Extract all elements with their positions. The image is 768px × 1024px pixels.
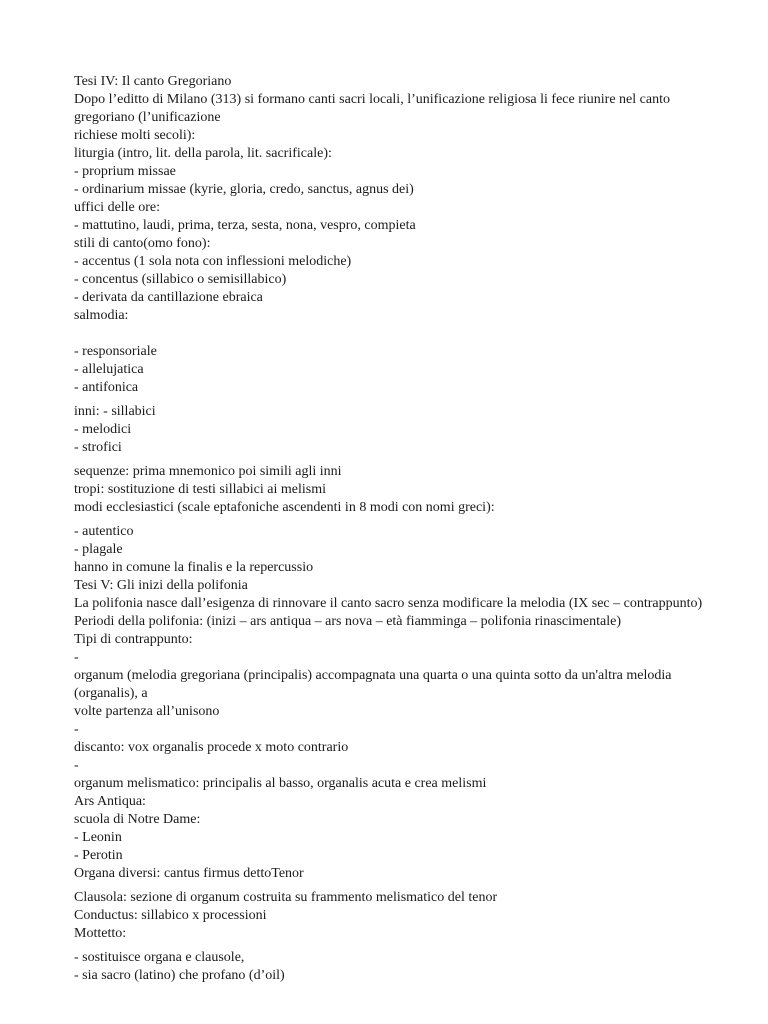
list-item: - derivata da cantillazione ebraica [74,290,263,305]
paragraph-line: salmodia: [74,308,129,323]
paragraph-line: stili di canto(omo fono): [74,236,211,251]
section-heading-tesi-v: Tesi V: Gli inizi della polifonia [74,578,248,593]
section-heading-tesi-iv: Tesi IV: Il canto Gregoriano [74,74,232,89]
list-item: - sostituisce organa e clausole, [74,950,245,965]
list-item: - ordinarium missae (kyrie, gloria, credo, sanctus, agnus dei) [74,182,414,197]
list-item: - concentus (sillabico o semisillabico) [74,272,287,287]
list-marker: - [74,758,79,773]
paragraph-line: sequenze: prima mnemonico poi simili agli inni [74,464,342,479]
spacer [74,325,734,343]
paragraph-line: La polifonia nasce dall’esigenza di rinnovare il canto sacro senza modificare la melodia (IX sec – contrappunto) [74,596,703,611]
list-item: - plagale [74,542,123,557]
paragraph-line: scuola di Notre Dame: [74,812,201,827]
paragraph-line: Ars Antiqua: [74,794,146,809]
paragraph-line: Conductus: sillabico x processioni [74,908,267,923]
paragraph-line: liturgia (intro, lit. della parola, lit. sacrificale): [74,146,332,161]
document-body [74,73,734,985]
list-item: - proprium missae [74,164,176,179]
list-item: - antifonica [74,380,139,395]
paragraph-line: inni: - sillabici [74,404,156,419]
paragraph-line: hanno in comune la finalis e la repercussio [74,560,314,575]
paragraph-line: Tipi di contrappunto: [74,632,193,647]
paragraph-line: Dopo l’editto di Milano (313) si formano canti sacri locali, l’unificazione religiosa li fece riunire nel canto gregoriano (l’unificazione [74,92,670,125]
paragraph-line: tropi: sostituzione di testi sillabici ai melismi [74,482,326,497]
list-item: discanto: vox organalis procede x moto contrario [74,740,349,755]
list-item: - mattutino, laudi, prima, terza, sesta, nona, vespro, compieta [74,218,416,233]
list-item: volte partenza all’unisono [74,704,220,719]
paragraph-line: Clausola: sezione di organum costruita su frammento melismatico del tenor [74,890,498,905]
paragraph-line: Organa diversi: cantus firmus dettoTenor [74,866,304,881]
paragraph-line: richiese molti secoli): [74,128,196,143]
list-item: - Leonin [74,830,122,845]
list-item: - responsoriale [74,344,157,359]
paragraph-line: Periodi della polifonia: (inizi – ars antiqua – ars nova – età fiamminga – polifonia rinascimentale) [74,614,621,629]
list-item: - melodici [74,422,132,437]
list-marker: - [74,722,79,737]
list-item: - autentico [74,524,134,539]
list-item: - allelujatica [74,362,144,377]
list-item: - accentus (1 sola nota con inflessioni melodiche) [74,254,352,269]
paragraph-line: Mottetto: [74,926,127,941]
list-item: - strofici [74,440,122,455]
list-marker: - [74,650,79,665]
list-item: - sia sacro (latino) che profano (d’oil) [74,968,285,983]
list-item: organum melismatico: principalis al basso, organalis acuta e crea melismi [74,776,487,791]
paragraph-line: uffici delle ore: [74,200,161,215]
list-item: organum (melodia gregoriana (principalis) accompagnata una quarta o una quinta sotto da un'altra melodia (organalis), a [74,668,672,701]
list-item: - Perotin [74,848,123,863]
paragraph-line: modi ecclesiastici (scale eptafoniche ascendenti in 8 modi con nomi greci): [74,500,495,515]
